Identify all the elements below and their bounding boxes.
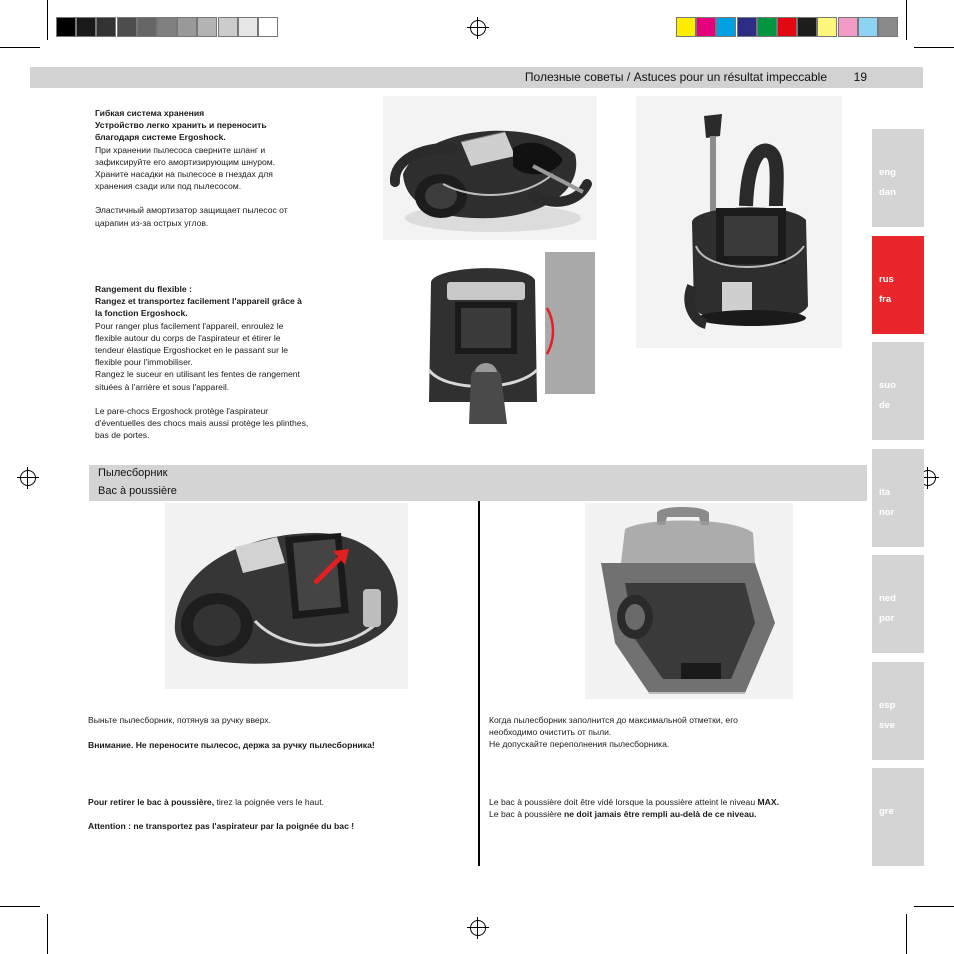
tab-rus-fra[interactable]: rus fra [872, 236, 924, 334]
tab-ned-por[interactable]: ned por [872, 555, 924, 653]
page-number: 19 [853, 70, 867, 84]
dust-right-ru-text: Когда пылесборник заполнится до максимальной отметки, его необходимо очистить от пыли. Не допускайте переполнения пылесборника. [489, 715, 738, 750]
dust-container-section-header [89, 465, 867, 501]
dust-left-ru-instruction: Выньте пылесборник, потянув за ручку вверх. [88, 715, 272, 725]
color-swatch [777, 17, 797, 37]
storage-fr-line: flexible autour du corps de l'aspirateur et étirer le [95, 332, 281, 343]
storage-fr-heading-3: la fonction Ergoshock. [95, 308, 188, 319]
storage-fr-heading-1: Rangement du flexible : [95, 284, 192, 294]
color-swatch [716, 17, 736, 37]
storage-fr-note: bas de portes. [95, 430, 150, 441]
storage-fr-line: Pour ranger plus facilement l'appareil, enroulez le [95, 320, 284, 331]
storage-ru-line: зафиксируйте его амортизирующим шнуром. [95, 156, 276, 167]
page-header [30, 67, 923, 88]
storage-ru-line: При хранении пылесоса сверните шланг и [95, 144, 266, 155]
color-swatch [76, 17, 96, 37]
storage-ru-note: царапин из-за острых углов. [95, 217, 209, 228]
storage-ru-note: Эластичный амортизатор защищает пылесос от [95, 205, 288, 216]
color-swatch [737, 17, 757, 37]
color-swatch [797, 17, 817, 37]
storage-ru-heading-2: Устройство легко хранить и переносить [95, 120, 267, 131]
color-swatch [157, 17, 177, 37]
color-swatch [676, 17, 696, 37]
color-swatch [137, 17, 157, 37]
tab-ita-nor[interactable]: ita nor [872, 449, 924, 547]
registration-mark-left [20, 470, 36, 486]
dust-left-fr-warning: Attention : ne transportez pas l'aspirateur par la poignée du bac ! [88, 821, 355, 831]
registration-mark-top [470, 20, 486, 36]
storage-ru-line: Храните насадки на пылесосе в гнездах для [95, 169, 273, 180]
tab-suo-de[interactable]: suo de [872, 342, 924, 440]
color-swatch [757, 17, 777, 37]
dust-right-fr-text: Le bac à poussière doit être vidé lorsque la poussière atteint le niveau MAX. Le bac à poussière ne doit jamais être rempli au-delà de ce niveau. [489, 797, 779, 820]
tab-esp-sve[interactable]: esp sve [872, 662, 924, 760]
dust-left-ru-warning: Внимание. Не переносите пылесос, держа за ручку пылесборника! [88, 740, 375, 750]
storage-ru-heading-1: Гибкая система хранения [95, 108, 205, 118]
page-title: Полезные советы / Astuces pour un résultat impeccable [524, 70, 827, 84]
storage-text-ru [95, 107, 355, 229]
color-swatch [858, 17, 878, 37]
color-swatch [878, 17, 898, 37]
vacuum-hose-stored-image [383, 96, 597, 240]
storage-ru-heading-3: благодаря системе Ergoshock. [95, 132, 226, 143]
ergoshock-bumper-image [425, 252, 595, 424]
color-swatch [218, 17, 238, 37]
remove-dust-container-image [165, 503, 408, 689]
storage-ru-line: хранения сзади или под пылесосом. [95, 181, 242, 192]
color-swatch [197, 17, 217, 37]
storage-fr-heading-2: Rangez et transportez facilement l'appareil grâce à [95, 296, 302, 307]
section-title-ru: Пылесборник [98, 467, 168, 479]
color-swatch [238, 17, 258, 37]
storage-fr-line: flexible pour l'immobiliser. [95, 357, 193, 368]
storage-fr-line: situées à l'arrière et sous l'appareil. [95, 381, 230, 392]
section-title-fr: Bac à poussière [98, 485, 177, 497]
storage-fr-note: d'éventuelles des chocs mais aussi protège les plinthes, [95, 418, 309, 429]
storage-text-fr [95, 283, 355, 441]
storage-fr-line: tendeur élastique Ergoshocket en le passant sur le [95, 345, 289, 356]
storage-fr-note: Le pare-chocs Ergoshock protège l'aspirateur [95, 405, 269, 416]
color-swatch [817, 17, 837, 37]
color-swatch [838, 17, 858, 37]
color-swatch [56, 17, 76, 37]
tab-gre[interactable]: gre [872, 768, 924, 866]
dust-container-max-image [585, 503, 793, 699]
tab-eng-dan[interactable]: eng dan [872, 129, 924, 227]
vacuum-upright-image [636, 96, 842, 348]
registration-mark-bottom [470, 920, 486, 936]
dust-left-fr-instruction: Pour retirer le bac à poussière, tirez la poignée vers le haut. [88, 797, 324, 807]
column-divider [478, 501, 480, 866]
color-swatch [696, 17, 716, 37]
storage-fr-line: Rangez le suceur en utilisant les fentes de rangement [95, 369, 300, 380]
color-swatch [117, 17, 137, 37]
color-swatch [177, 17, 197, 37]
color-swatch [258, 17, 278, 37]
color-swatch [96, 17, 116, 37]
